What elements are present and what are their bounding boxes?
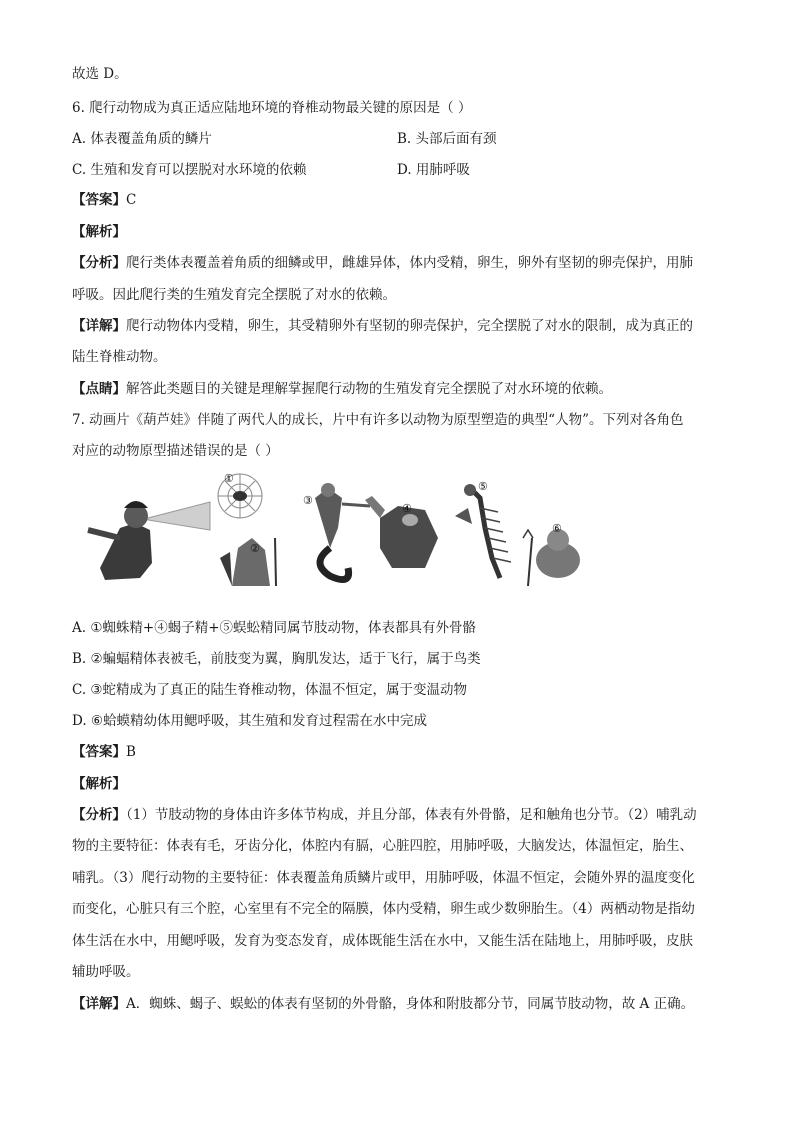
label-3: ③ (303, 494, 313, 507)
centipede-figure (455, 484, 511, 578)
q6-xiangjie-line1: 【详解】爬行动物体内受精，卵生，其受精卵外有坚韧的卵壳保护，完全摆脱了对水的限制，成为真正的 (72, 318, 693, 334)
bat-figure (220, 538, 276, 586)
q6-option-b: B. 头部后面有颈 (397, 131, 497, 147)
label-2: ② (250, 542, 260, 555)
toad-figure (523, 529, 580, 586)
q6-answer: 【答案】C (72, 192, 137, 208)
label-6: ⑥ (552, 522, 562, 535)
top-line: 故选 D。 (72, 66, 128, 82)
q7-option-a: A. ①蜘蛛精+④蝎子精+⑤蜈蚣精同属节肢动物，体表都具有外骨骼 (72, 620, 477, 636)
q7-analysis-title: 【解析】 (72, 776, 126, 792)
q6-option-c: C. 生殖和发育可以摆脱对水环境的依赖 (72, 162, 307, 178)
q7-xiangjie: 【详解】A．蜘蛛、蝎子、蜈蚣的体表有坚韧的外骨骼，身体和附肢都分节，同属节肢动物，故 A 正确。 (72, 996, 695, 1012)
q6-fenxi-line1: 【分析】爬行类体表覆盖着角质的细鳞或甲，雌雄异体，体内受精，卵生，卵外有坚韧的卵壳保护，用肺 (72, 255, 693, 271)
calabash-boy-figure (88, 501, 210, 580)
label-4: ④ (402, 502, 412, 515)
q7-character-illustration (80, 468, 600, 586)
q7-fenxi-line5: 体生活在水中，用鳃呼吸，发育为变态发育，成体既能生活在水中，又能生活在陆地上，用肺呼吸，皮肤 (72, 933, 693, 949)
q6-dianjing: 【点睛】解答此类题目的关键是理解掌握爬行动物的生殖发育完全摆脱了对水环境的依赖。 (72, 381, 612, 397)
q7-fenxi-line4: 而变化，心脏只有三个腔，心室里有不完全的隔膜，体内受精，卵生或少数卵胎生。（4）两栖动物是指幼 (72, 901, 695, 917)
q7-fenxi-line1: 【分析】（1）节肢动物的身体由许多体节构成，并且分部，体表有外骨骼，足和触角也分节。（2）哺乳动 (72, 807, 697, 823)
q6-xiangjie-line2: 陆生脊椎动物。 (72, 349, 167, 365)
q7-fenxi-line3: 哺乳。（3）爬行动物的主要特征：体表覆盖角质鳞片或甲，用肺呼吸，体温不恒定，会随外界的温度变化 (72, 870, 695, 886)
snake-figure (315, 483, 370, 580)
q6-analysis-title: 【解析】 (72, 224, 126, 240)
q7-stem-line1: 7. 动画片《葫芦娃》伴随了两代人的成长，片中有许多以动物为原型塑造的典型“人物”。下列对各角色 (72, 412, 684, 428)
q6-fenxi-line2: 呼吸。因此爬行类的生殖发育完全摆脱了对水的依赖。 (72, 287, 396, 303)
q6-stem: 6. 爬行动物成为真正适应陆地环境的脊椎动物最关键的原因是（ ） (72, 100, 472, 116)
q7-fenxi-line6: 辅助呼吸。 (72, 964, 140, 980)
q6-option-a: A. 体表覆盖角质的鳞片 (72, 131, 212, 147)
label-5: ⑤ (478, 480, 488, 493)
q7-option-c: C. ③蛇精成为了真正的陆生脊椎动物，体温不恒定，属于变温动物 (72, 682, 468, 698)
q7-answer: 【答案】B (72, 744, 136, 760)
label-1: ① (224, 472, 234, 485)
q6-option-d: D. 用肺呼吸 (397, 162, 470, 178)
q7-stem-line2: 对应的动物原型描述错误的是（ ） (72, 443, 279, 459)
q7-option-d: D. ⑥蛤蟆精幼体用鳃呼吸，其生殖和发育过程需在水中完成 (72, 713, 428, 729)
q7-fenxi-line2: 物的主要特征：体表有毛，牙齿分化，体腔内有膈，心脏四腔，用肺呼吸，大脑发达，体温恒定，胎生、 (72, 838, 693, 854)
q7-option-b: B. ②蝙蝠精体表被毛，前肢变为翼，胸肌发达，适于飞行，属于鸟类 (72, 651, 481, 667)
